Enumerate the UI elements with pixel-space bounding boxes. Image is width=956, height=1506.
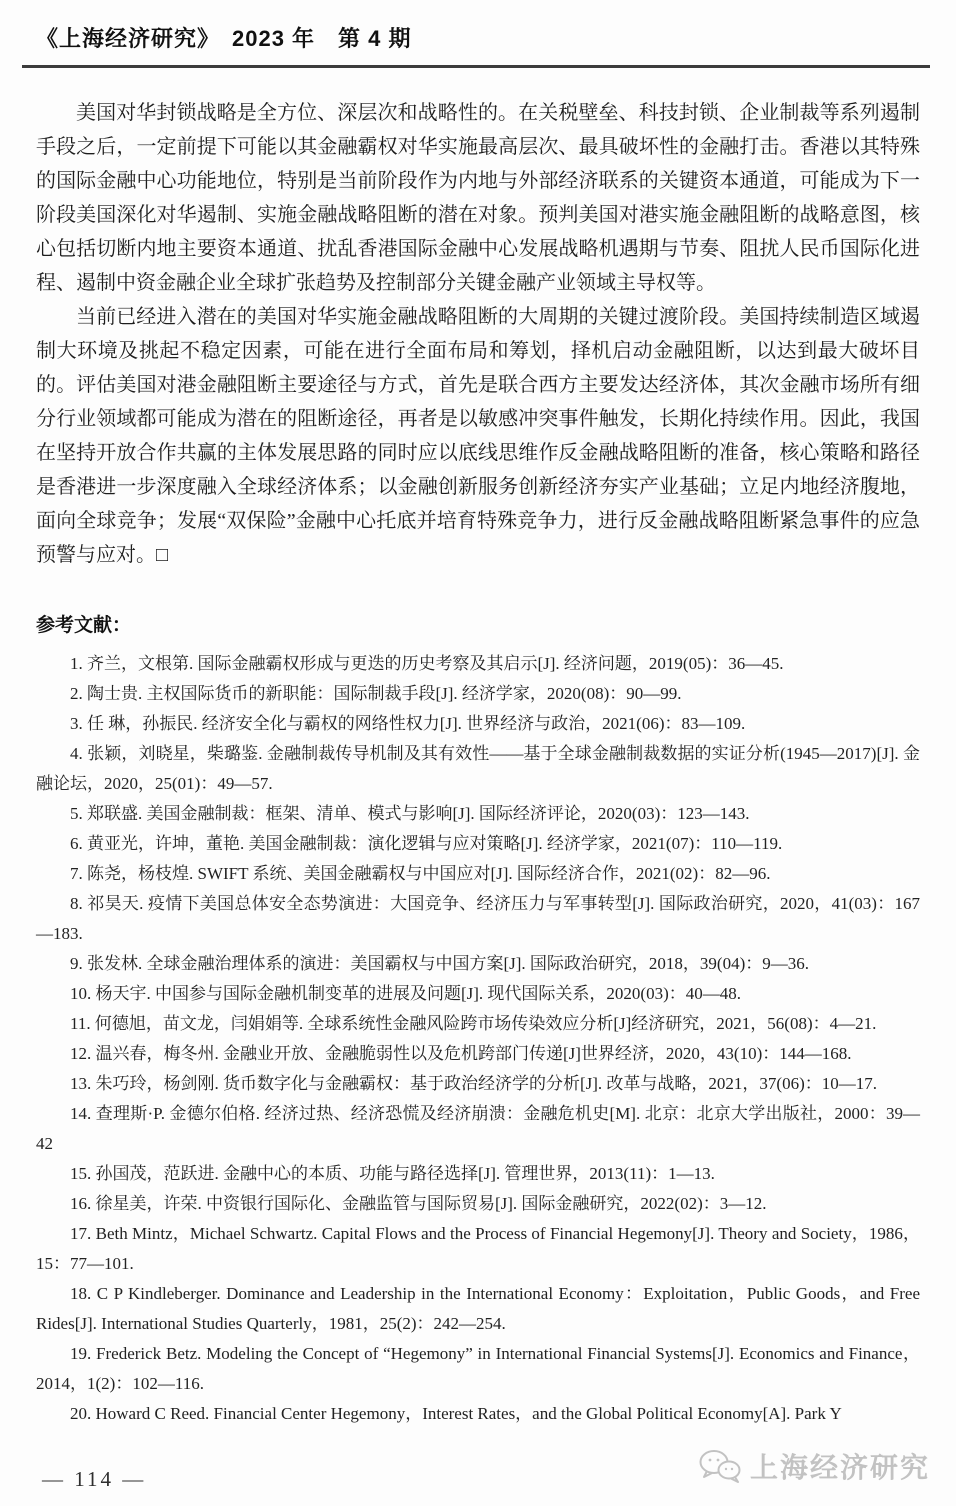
reference-item: 7. 陈尧，杨枝煌. SWIFT 系统、美国金融霸权与中国应对[J]. 国际经济合作，2021(02)：82—96. bbox=[70, 864, 771, 883]
reference-item: 9. 张发林. 全球金融治理体系的演进：美国霸权与中国方案[J]. 国际政治研究，2018，39(04)：9—36. bbox=[70, 954, 810, 973]
reference-item: 2. 陶士贵. 主权国际货币的新职能：国际制裁手段[J]. 经济学家，2020(08)：90—99. bbox=[70, 684, 682, 703]
reference-item: 4. 张颖，刘晓星，柴璐鉴. 金融制裁传导机制及其有效性——基于全球金融制裁数据的实证分析(1945—2017)[J]. 金融论坛，2020，25(01)：49—57. bbox=[36, 744, 920, 793]
reference-item: 14. 查理斯·P. 金德尔伯格. 经济过热、经济恐慌及经济崩溃：金融危机史[M]. 北京：北京大学出版社，2000：39—42 bbox=[36, 1104, 920, 1153]
journal-header-title: 《上海经济研究》 2023 年 第 4 期 bbox=[36, 26, 412, 51]
watermark-text: 上海经济研究 bbox=[749, 1452, 930, 1483]
references-heading: 参考文献： bbox=[36, 615, 132, 636]
reference-item: 18. C P Kindleberger. Dominance and Leadership in the International Economy：Exploitation，Public Goods，and Free Rides[J]. International Studies Quarterly，1981，25(2)：242—254. bbox=[36, 1284, 920, 1333]
references-list bbox=[36, 649, 920, 1429]
reference-item: 12. 温兴春，梅冬州. 金融业开放、金融脆弱性以及危机跨部门传递[J]世界经济，2020，43(10)：144—168. bbox=[70, 1044, 852, 1063]
reference-item: 10. 杨天宇. 中国参与国际金融机制变革的进展及问题[J]. 现代国际关系，2020(03)：40—48. bbox=[70, 984, 742, 1003]
reference-item: 13. 朱巧玲，杨剑刚. 货币数字化与金融霸权：基于政治经济学的分析[J]. 改革与战略，2021，37(06)：10—17. bbox=[70, 1074, 878, 1093]
body-paragraph: 美国对华封锁战略是全方位、深层次和战略性的。在关税壁垒、科技封锁、企业制裁等系列遏制手段之后，一定前提下可能以其金融霸权对华实施最高层次、最具破坏性的金融打击。香港以其特殊的国际金融中心功能地位，特别是当前阶段作为内地与外部经济联系的关键资本通道，可能成为下一阶段美国深化对华遏制、实施金融战略阻断的潜在对象。预判美国对港实施金融阻断的战略意图，核心包括切断内地主要资本通道、扰乱香港国际金融中心发展战略机遇期与节奏、阻扰人民币国际化进程、遏制中资金融企业全球扩张趋势及控制部分关键金融产业领域主导权等。 bbox=[36, 102, 920, 294]
journal-watermark bbox=[698, 1446, 930, 1486]
reference-item: 6. 黄亚光，许坤，董艳. 美国金融制裁：演化逻辑与应对策略[J]. 经济学家，2021(07)：110—119. bbox=[70, 834, 783, 853]
reference-item: 11. 何德旭，苗文龙，闫娟娟等. 全球系统性金融风险跨市场传染效应分析[J]经济研究，2021，56(08)：4—21. bbox=[70, 1014, 877, 1033]
reference-item: 15. 孙国茂，范跃进. 金融中心的本质、功能与路径选择[J]. 管理世界，2013(11)：1—13. bbox=[70, 1164, 715, 1183]
reference-item: 3. 任 琳，孙振民. 经济安全化与霸权的网络性权力[J]. 世界经济与政治，2021(06)：83—109. bbox=[70, 714, 746, 733]
body-paragraph: 当前已经进入潜在的美国对华实施金融战略阻断的大周期的关键过渡阶段。美国持续制造区域遏制大环境及挑起不稳定因素，可能在进行全面布局和筹划，择机启动金融阻断，以达到最大破坏目的。评估美国对港金融阻断主要途径与方式，首先是联合西方主要发达经济体，其次金融市场所有细分行业领域都可能成为潜在的阻断途径，再者是以敏感冲突事件触发，长期化持续作用。因此，我国在坚持开放合作共赢的主体发展思路的同时应以底线思维作反金融战略阻断的准备，核心策略和路径是香港进一步深度融入全球经济体系；以金融创新服务创新经济夯实产业基础；立足内地经济腹地，面向全球竞争；发展“双保险”金融中心托底并培育特殊竞争力，进行反金融战略阻断紧急事件的应急预警与应对。□ bbox=[36, 306, 920, 566]
header-divider bbox=[22, 65, 930, 68]
reference-item: 17. Beth Mintz，Michael Schwartz. Capital Flows and the Process of Financial Hegemony[J]. Theory and Society，1986，15：77—101. bbox=[36, 1224, 920, 1273]
wechat-logo-icon bbox=[698, 1448, 742, 1484]
reference-item: 19. Frederick Betz. Modeling the Concept of “Hegemony” in International Financial Systems[J]. Economics and Finance，2014，1(2)：102—116. bbox=[36, 1344, 920, 1393]
reference-item: 20. Howard C Reed. Financial Center Hegemony，Interest Rates，and the Global Political Economy[A]. Park Y bbox=[70, 1404, 842, 1423]
reference-item: 1. 齐兰，文根第. 国际金融霸权形成与更迭的历史考察及其启示[J]. 经济问题，2019(05)：36—45. bbox=[70, 654, 784, 673]
article-body bbox=[36, 96, 920, 572]
page-number: — 114 — bbox=[42, 1467, 147, 1491]
reference-item: 8. 祁昊天. 疫情下美国总体安全态势演进：大国竞争、经济压力与军事转型[J]. 国际政治研究，2020，41(03)：167—183. bbox=[36, 894, 920, 943]
reference-item: 16. 徐星美，许荣. 中资银行国际化、金融监管与国际贸易[J]. 国际金融研究，2022(02)：3—12. bbox=[70, 1194, 767, 1213]
reference-item: 5. 郑联盛. 美国金融制裁：框架、清单、模式与影响[J]. 国际经济评论，2020(03)：123—143. bbox=[70, 804, 750, 823]
